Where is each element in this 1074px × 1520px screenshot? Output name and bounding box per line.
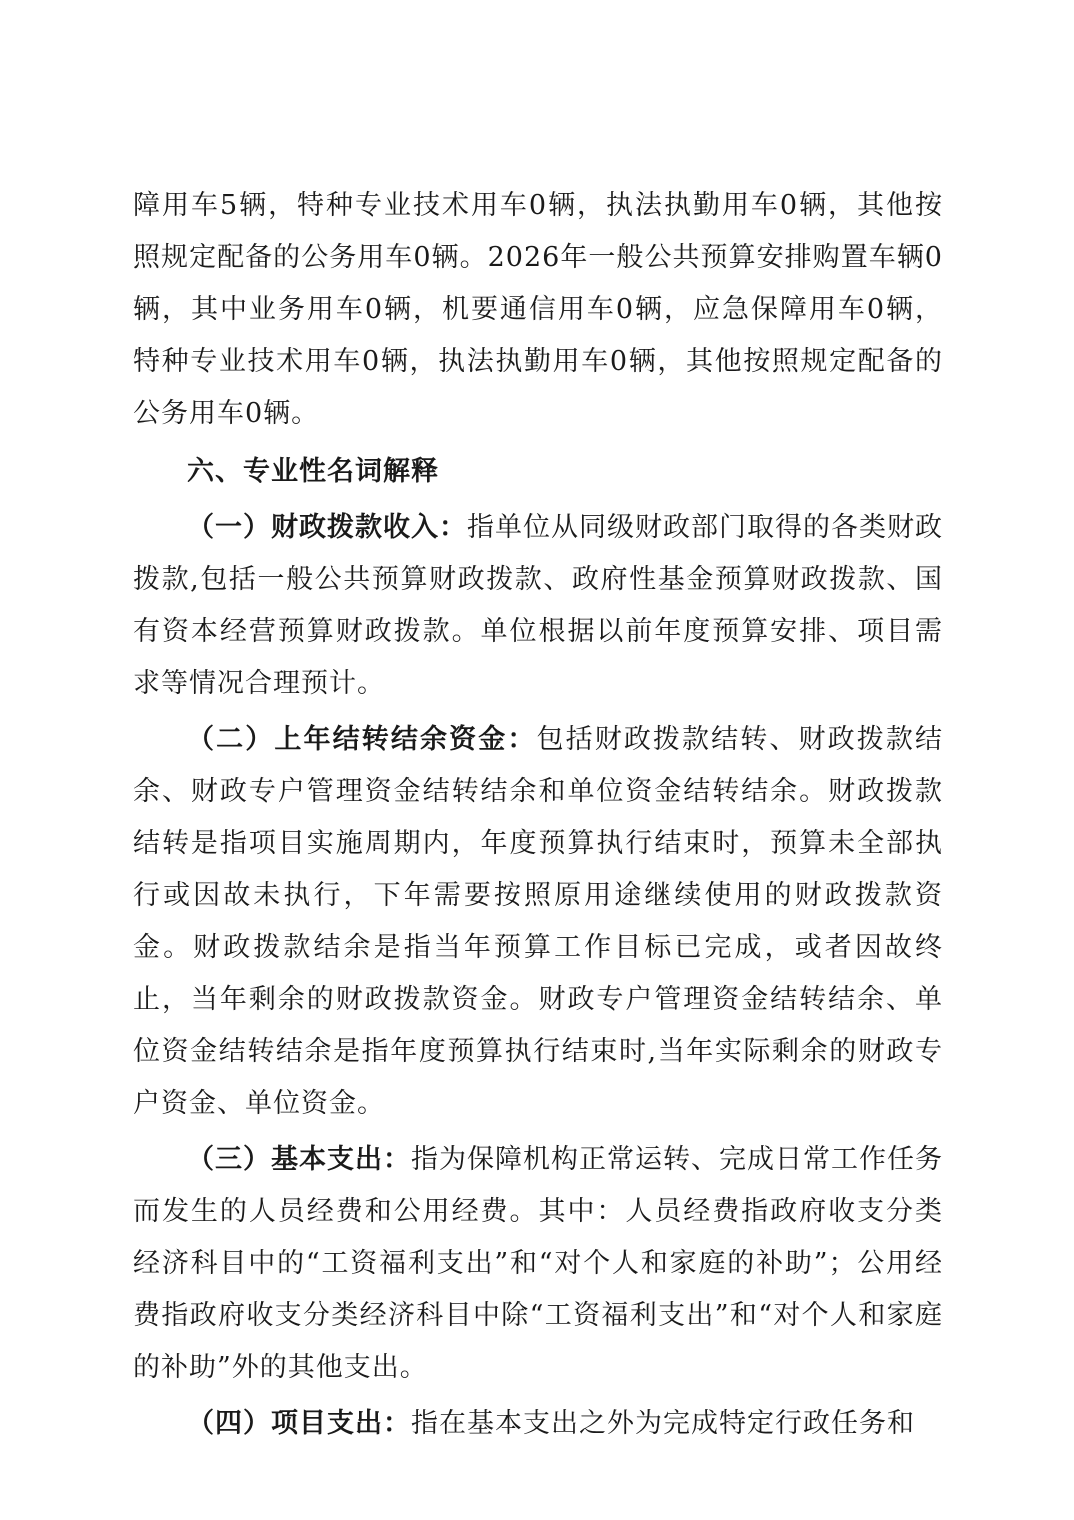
term-label: （一）财政拨款收入： (187, 512, 467, 543)
section-heading: 六、专业性名词解释 (187, 456, 439, 487)
term-label: （四）项目支出： (187, 1408, 411, 1439)
term-paragraph-4 (133, 1398, 943, 1450)
vehicle-paragraph: 障用车5辆，特种专业技术用车0辆，执法执勤用车0辆，其他按照规定配备的公务用车0辆。2026年一般公共预算安排购置车辆0辆，其中业务用车0辆，机要通信用车0辆，应急保障用车0辆，特种专业技术用车0辆，执法执勤用车0辆，其他按照规定配备的公务用车0辆。 (133, 190, 943, 429)
term-text: 包括财政拨款结转、财政拨款结余、财政专户管理资金结转结余和单位资金结转结余。财政拨款结转是指项目实施周期内，年度预算执行结束时，预算未全部执行或因故未执行，下年需要按照原用途继续使用的财政拨款资金。财政拨款结余是指当年预算工作目标已完成，或者因故终止，当年剩余的财政拨款资金。财政专户管理资金结转结余、单位资金结转结余是指年度预算执行结束时,当年实际剩余的财政专户资金、单位资金。 (133, 724, 944, 1119)
term-text: 指在基本支出之外为完成特定行政任务和 (411, 1408, 915, 1439)
term-label: （二）上年结转结余资金： (187, 724, 537, 755)
term-label: （三）基本支出： (187, 1144, 411, 1175)
term-text: 指为保障机构正常运转、完成日常工作任务而发生的人员经费和公用经费。其中：人员经费指政府收支分类经济科目中的“工资福利支出”和“对个人和家庭的补助”；公用经费指政府收支分类经济科目中除“工资福利支出”和“对个人和家庭的补助”外的其他支出。 (133, 1144, 943, 1383)
document-page (133, 180, 943, 1454)
term-paragraph-3 (133, 1134, 943, 1394)
term-text: 指单位从同级财政部门取得的各类财政拨款,包括一般公共预算财政拨款、政府性基金预算财政拨款、国有资本经营预算财政拨款。单位根据以前年度预算安排、项目需求等情况合理预计。 (133, 512, 943, 699)
term-paragraph-1 (133, 502, 943, 710)
term-paragraph-2 (133, 714, 943, 1130)
